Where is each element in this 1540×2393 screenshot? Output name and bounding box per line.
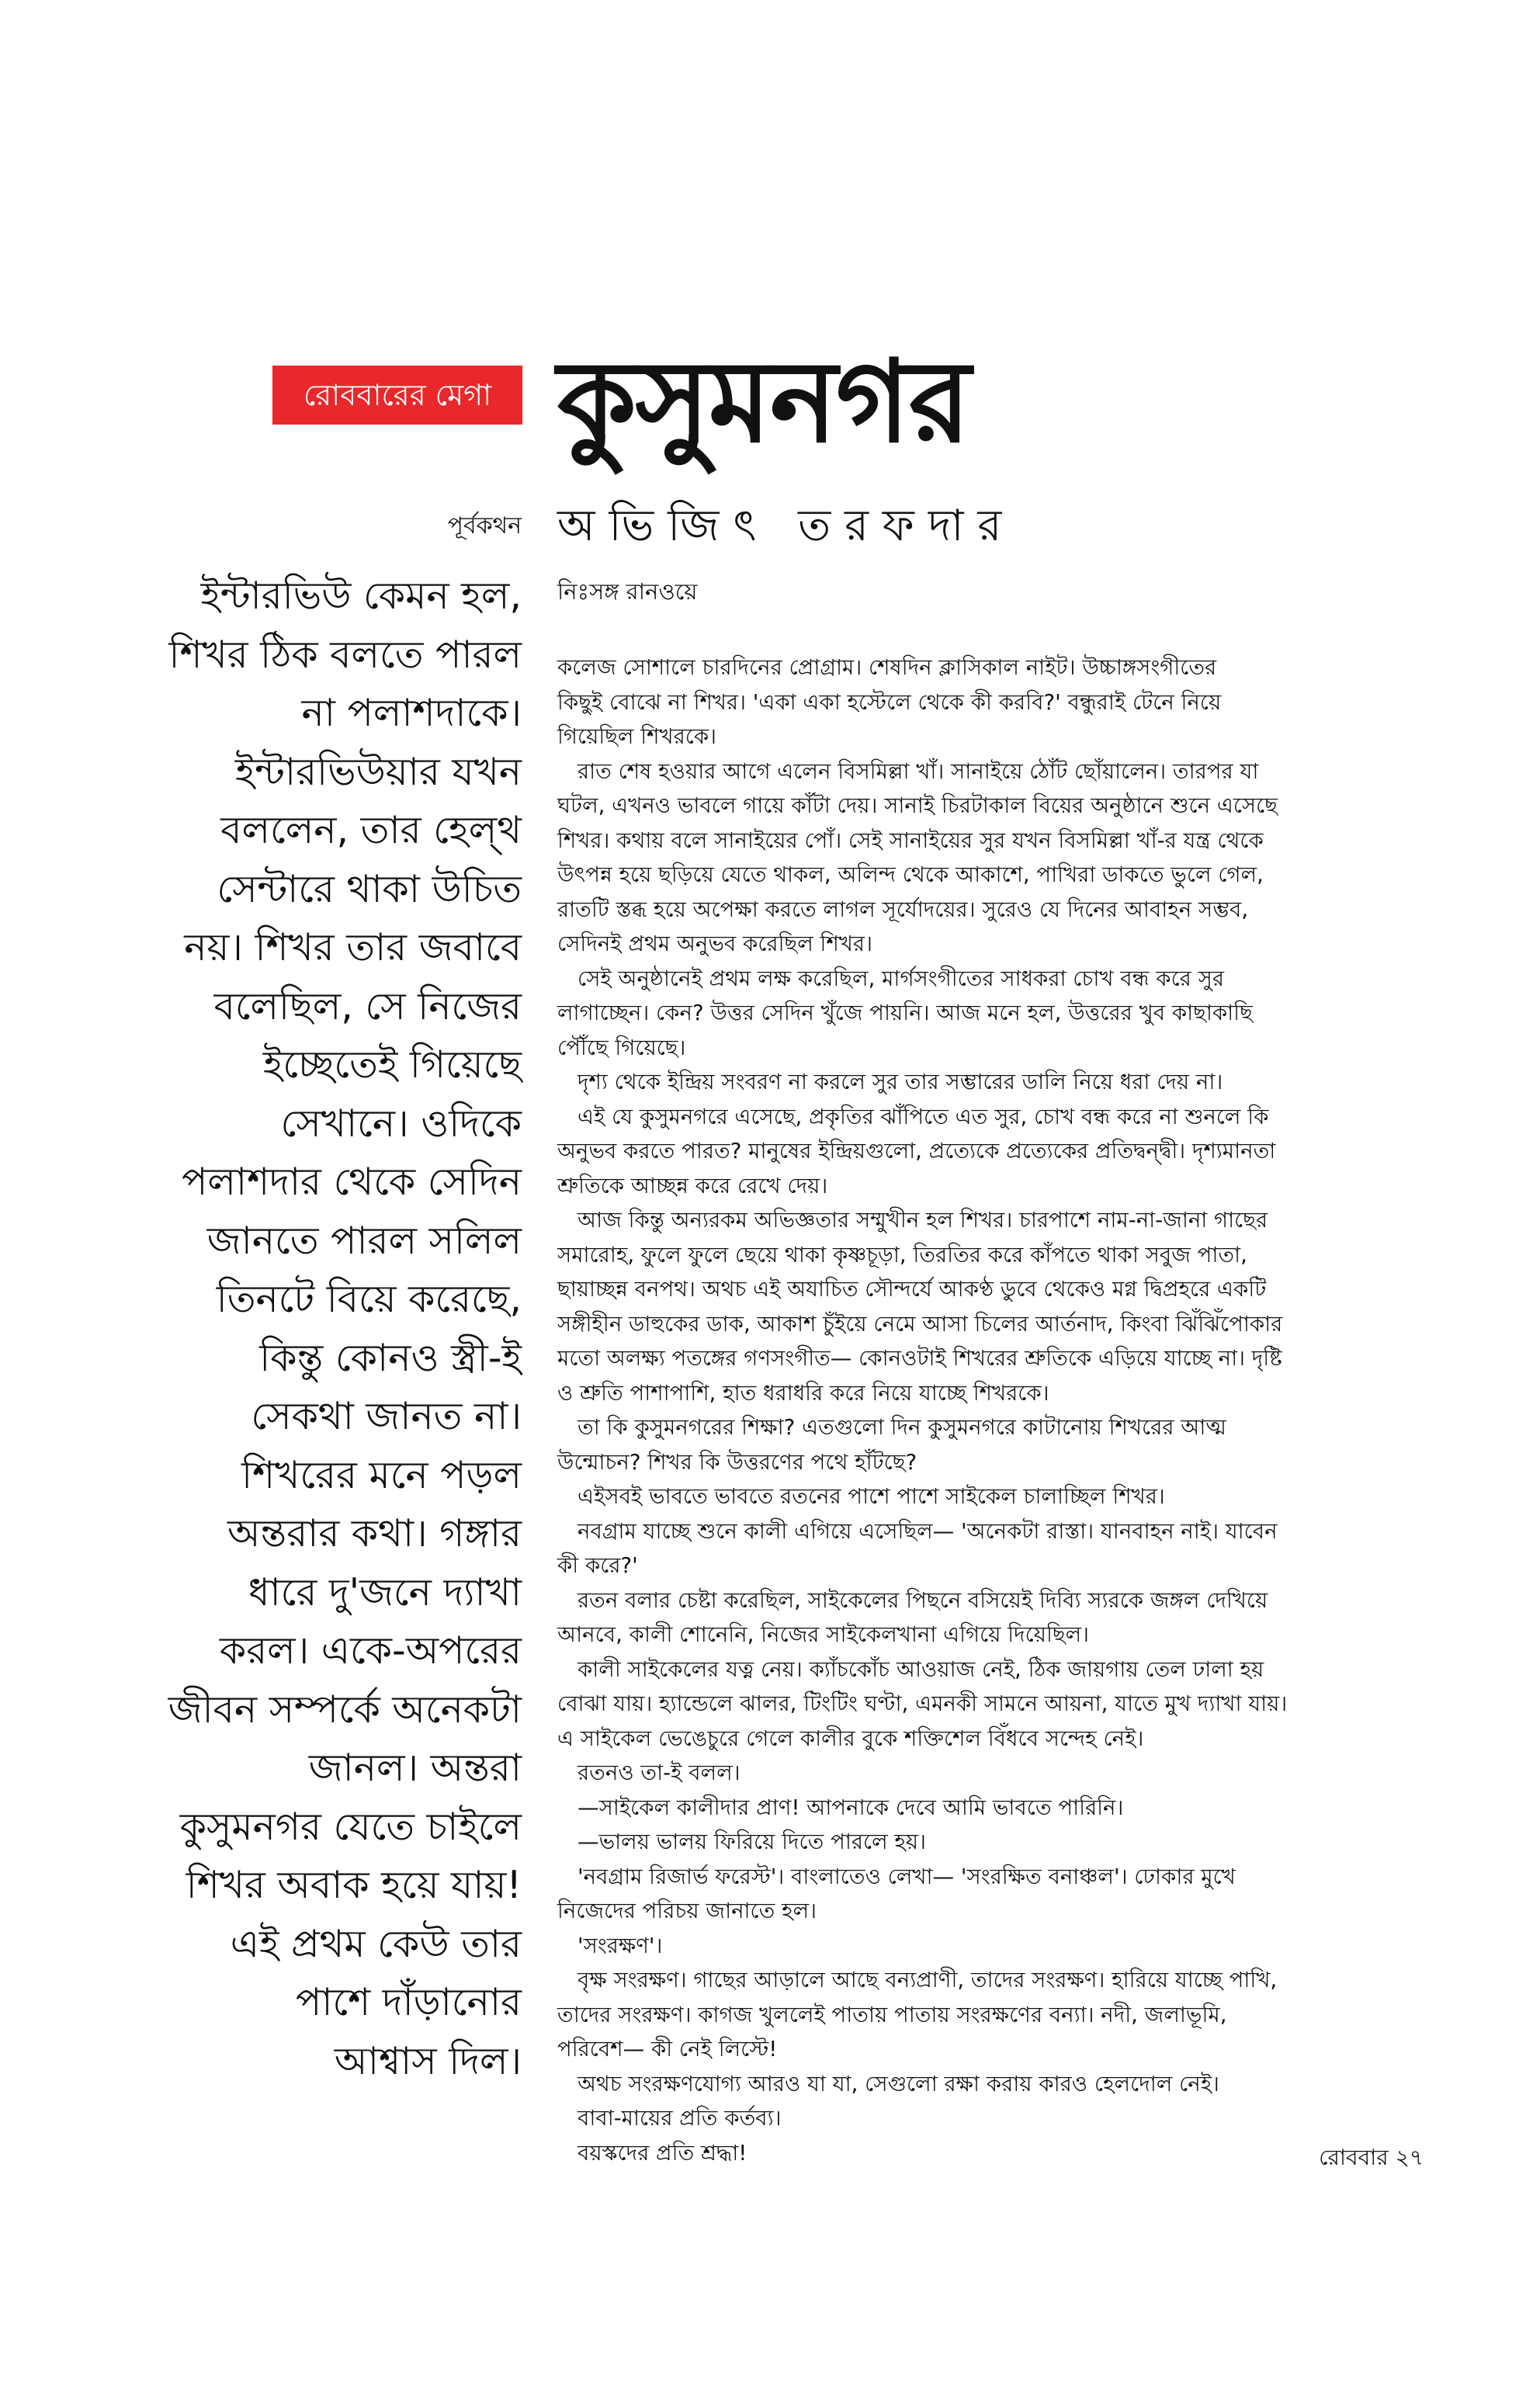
body-line: শিখর। কথায় বলে সানাইয়ের পোঁ। সেই সানাইয়ের সুর যখন বিসমিল্লা খাঁ-র যন্ত্র থেকে [557, 827, 1264, 853]
body-line: কিছুই বোঝে না শিখর। 'একা একা হস্টেলে থেকে কী করবি?' বন্ধুরাই টেনে নিয়ে [557, 688, 1222, 715]
body-line: গিয়েছিল শিখরকে। [557, 723, 717, 749]
body-line: তা কি কুসুমনগরের শিক্ষা? এতগুলো দিন কুসুমনগরে কাটানোয় শিখরের আত্ম [578, 1414, 1227, 1440]
prelude-line: কুসুমনগর যেতে চাইলে [179, 1804, 522, 1849]
prelude-label: পূর্বকথন [447, 512, 522, 539]
body-line: নিজেদের পরিচয় জানাতে হল। [557, 1898, 817, 1923]
prelude-line: ইচ্ছেতেই গিয়েছে [262, 1042, 522, 1087]
body-line: কলেজ সোশালে চারদিনের প্রোগ্রাম। শেষদিন ক্লাসিকাল নাইট। উচ্চাঙ্গসংগীতের [557, 654, 1217, 680]
body-line: ছায়াচ্ছন্ন বনপথ। অথচ এই অযাচিত সৌন্দর্যে আকণ্ঠ ডুবে থেকেও মগ্ন দ্বিপ্রহরে একটি [557, 1276, 1267, 1302]
body-line: কী করে?' [557, 1552, 638, 1578]
body-line: রাত শেষ হওয়ার আগে এলেন বিসমিল্লা খাঁ। সানাইয়ে ঠোঁট ছোঁয়ালেন। তারপর যা [578, 758, 1259, 784]
author-name: অভিজিৎ তরফদার [557, 501, 1016, 551]
body-line: রতন বলার চেষ্টা করেছিল, সাইকেলের পিছনে বসিয়েই দিব্যি স্যরকে জঙ্গল দেখিয়ে [578, 1587, 1268, 1613]
prelude-line: বললেন, তার হেল্থ [220, 808, 522, 852]
story-body [557, 574, 1424, 2170]
prelude-summary [116, 567, 522, 2090]
prelude-line: পলাশদার থেকে সেদিন [182, 1160, 522, 1204]
body-line: উন্মোচন? শিখর কি উত্তরণের পথে হাঁটছে? [557, 1448, 917, 1475]
prelude-line: করল। একে-অপরের [219, 1628, 522, 1673]
prelude-line: পাশে দাঁড়ানোর [296, 1980, 522, 2024]
body-line: বৃক্ষ সংরক্ষণ। গাছের আড়ালে আছে বন্যপ্রাণী, তাদের সংরক্ষণ। হারিয়ে যাচ্ছে পাখি, [578, 1967, 1278, 1992]
body-line: নবগ্রাম যাচ্ছে শুনে কালী এগিয়ে এসেছিল— 'অনেকটা রাস্তা। যানবাহন নাই। যাবেন [578, 1517, 1278, 1544]
body-line: এইসবই ভাবতে ভাবতে রতনের পাশে পাশে সাইকেল চালাচ্ছিল শিখর। [578, 1483, 1165, 1509]
prelude-line: জানল। অন্তরা [308, 1746, 522, 1790]
section-heading: নিঃসঙ্গ রানওয়ে [557, 578, 698, 605]
prelude-line: তিনটে বিয়ে করেছে, [216, 1277, 522, 1321]
body-line: 'সংরক্ষণ'। [578, 1932, 663, 1958]
prelude-line: জানতে পারল সলিল [206, 1218, 522, 1263]
prelude-line: ইন্টারভিউ কেমন হল, [200, 574, 522, 618]
body-line: কালী সাইকেলের যত্ন নেয়। ক্যাঁচকোঁচ আওয়াজ নেই, ঠিক জায়গায় তেল ঢালা হয় [578, 1656, 1264, 1682]
body-line: বয়স্কদের প্রতি শ্রদ্ধা! [578, 2139, 747, 2166]
prelude-line: ধারে দু'জনে দ্যাখা [248, 1569, 522, 1614]
body-line: অথচ সংরক্ষণযোগ্য আরও যা যা, সেগুলো রক্ষা করায় কারও হেলদোল নেই। [578, 2070, 1219, 2096]
prelude-line: শিখর ঠিক বলতে পারল [168, 632, 522, 677]
story-title: কুসুমনগর [557, 336, 969, 468]
body-line: ও শ্রুতি পাশাপাশি, হাত ধরাধরি করে নিয়ে যাচ্ছে শিখরকে। [557, 1379, 1049, 1406]
body-line: এই যে কুসুমনগরে এসেছে, প্রকৃতির ঝাঁপিতে এত সুর, চোখ বন্ধ করে না শুনলে কি [578, 1103, 1269, 1129]
body-line: সেই অনুষ্ঠানেই প্রথম লক্ষ করেছিল, মার্গসংগীতের সাধকরা চোখ বন্ধ করে সুর [578, 965, 1225, 991]
body-line: রাতটি স্তব্ধ হয়ে অপেক্ষা করতে লাগল সূর্যোদয়ের। সুরেও যে দিনের আবাহন সম্ভব, [557, 896, 1249, 922]
body-line: সেদিনই প্রথম অনুভব করেছিল শিখর। [557, 931, 872, 956]
body-line: রতনও তা-ই বলল। [578, 1760, 741, 1785]
body-line: আনবে, কালী শোনেনি, নিজের সাইকেলখানা এগিয়ে দিয়েছিল। [557, 1621, 1090, 1647]
body-line: ঘটল, এখনও ভাবলে গায়ে কাঁটা দেয়। সানাই চিরটাকাল বিয়ের অনুষ্ঠানে শুনে এসেছে [557, 792, 1278, 818]
body-line: পরিবেশ— কী নেই লিস্টে! [557, 2036, 778, 2062]
prelude-line: ইন্টারভিউয়ার যখন [234, 749, 522, 794]
prelude-line: নয়। শিখর তার জবাবে [184, 925, 522, 969]
prelude-line: জীবন সম্পর্কে অনেকটা [168, 1687, 522, 1732]
section-badge: রোববারের মেগা [272, 366, 522, 425]
prelude-line: বলেছিল, সে নিজের [213, 983, 522, 1028]
body-line: মতো অলক্ষ্য পতঙ্গের গণসংগীত— কোনওটাই শিখরের শ্রুতিকে এড়িয়ে যাচ্ছে না। দৃষ্টি [557, 1345, 1282, 1371]
body-line: অনুভব করতে পারত? মানুষের ইন্দ্রিয়গুলো, প্রত্যেকে প্রত্যেকের প্রতিদ্বন্দ্বী। দৃশ্যমানতা [557, 1138, 1276, 1164]
prelude-line: এই প্রথম কেউ তার [230, 1921, 522, 1966]
body-text [557, 650, 1424, 2170]
body-line: লাগাচ্ছেন। কেন? উত্তর সেদিন খুঁজে পায়নি। আজ মনে হল, উত্তরের খুব কাছাকাছি [557, 1000, 1253, 1025]
body-line: 'নবগ্রাম রিজার্ভ ফরেস্ট'। বাংলাতেও লেখা— 'সংরক্ষিত বনাঞ্চল'। ঢোকার মুখে [578, 1863, 1236, 1889]
body-line: শ্রুতিকে আচ্ছন্ন করে রেখে দেয়। [557, 1172, 828, 1198]
body-line: উৎপন্ন হয়ে ছড়িয়ে যেতে থাকল, অলিন্দ থেকে আকাশে, পাখিরা ডাকতে ভুলে গেল, [557, 862, 1264, 887]
prelude-line: না পলাশদাকে। [301, 691, 522, 735]
prelude-line: সেকথা জানত না। [251, 1394, 522, 1438]
body-line: বোঝা যায়। হ্যান্ডেলে ঝালর, টিংটিং ঘণ্টা, এমনকী সামনে আয়না, যাতে মুখ দ্যাখা যায়। [557, 1691, 1288, 1716]
body-line: আজ কিন্তু অন্যরকম অভিজ্ঞতার সম্মুখীন হল শিখর। চারপাশে নাম-না-জানা গাছের [578, 1207, 1268, 1233]
body-line: সমারোহ, ফুলে ফুলে ছেয়ে থাকা কৃষ্ণচূড়া, তিরতির করে কাঁপতে থাকা সবুজ পাতা, [557, 1241, 1247, 1268]
prelude-line: শিখরের মনে পড়ল [241, 1452, 522, 1497]
prelude-line: অন্তরার কথা। গঙ্গার [227, 1511, 522, 1555]
prelude-line: শিখর অবাক হয়ে যায়! [186, 1863, 522, 1907]
page-folio: রোববার ২৭ [1319, 2145, 1424, 2170]
body-line: তাদের সংরক্ষণ। কাগজ খুললেই পাতায় পাতায় সংরক্ষণের বন্যা। নদী, জলাভূমি, [557, 2001, 1227, 2027]
body-line: —সাইকেল কালীদার প্রাণ! আপনাকে দেবে আমি ভাবতে পারিনি। [578, 1794, 1124, 1820]
body-line: বাবা-মায়ের প্রতি কর্তব্য। [578, 2105, 782, 2131]
body-line: দৃশ্য থেকে ইন্দ্রিয় সংবরণ না করলে সুর তার সম্ভারের ডালি নিয়ে ধরা দেয় না। [578, 1069, 1223, 1094]
prelude-line: কিন্তু কোনও স্ত্রী-ই [259, 1335, 522, 1380]
prelude-line: সেখানে। ওদিকে [280, 1101, 522, 1146]
body-line: এ সাইকেল ভেঙেচুরে গেলে কালীর বুকে শক্তিশেল বিঁধবে সন্দেহ নেই। [557, 1725, 1144, 1751]
body-line: সঙ্গীহীন ডাহুকের ডাক, আকাশ চুঁইয়ে নেমে আসা চিলের আর্তনাদ, কিংবা ঝিঁঝিঁপোকার [557, 1310, 1283, 1337]
body-line: —ভালয় ভালয় ফিরিয়ে দিতে পারলে হয়। [578, 1829, 927, 1854]
prelude-line: আশ্বাস দিল। [334, 2038, 522, 2083]
prelude-line: সেন্টারে থাকা উচিত [217, 866, 522, 911]
body-line: পৌঁছে গিয়েছে। [557, 1034, 686, 1060]
